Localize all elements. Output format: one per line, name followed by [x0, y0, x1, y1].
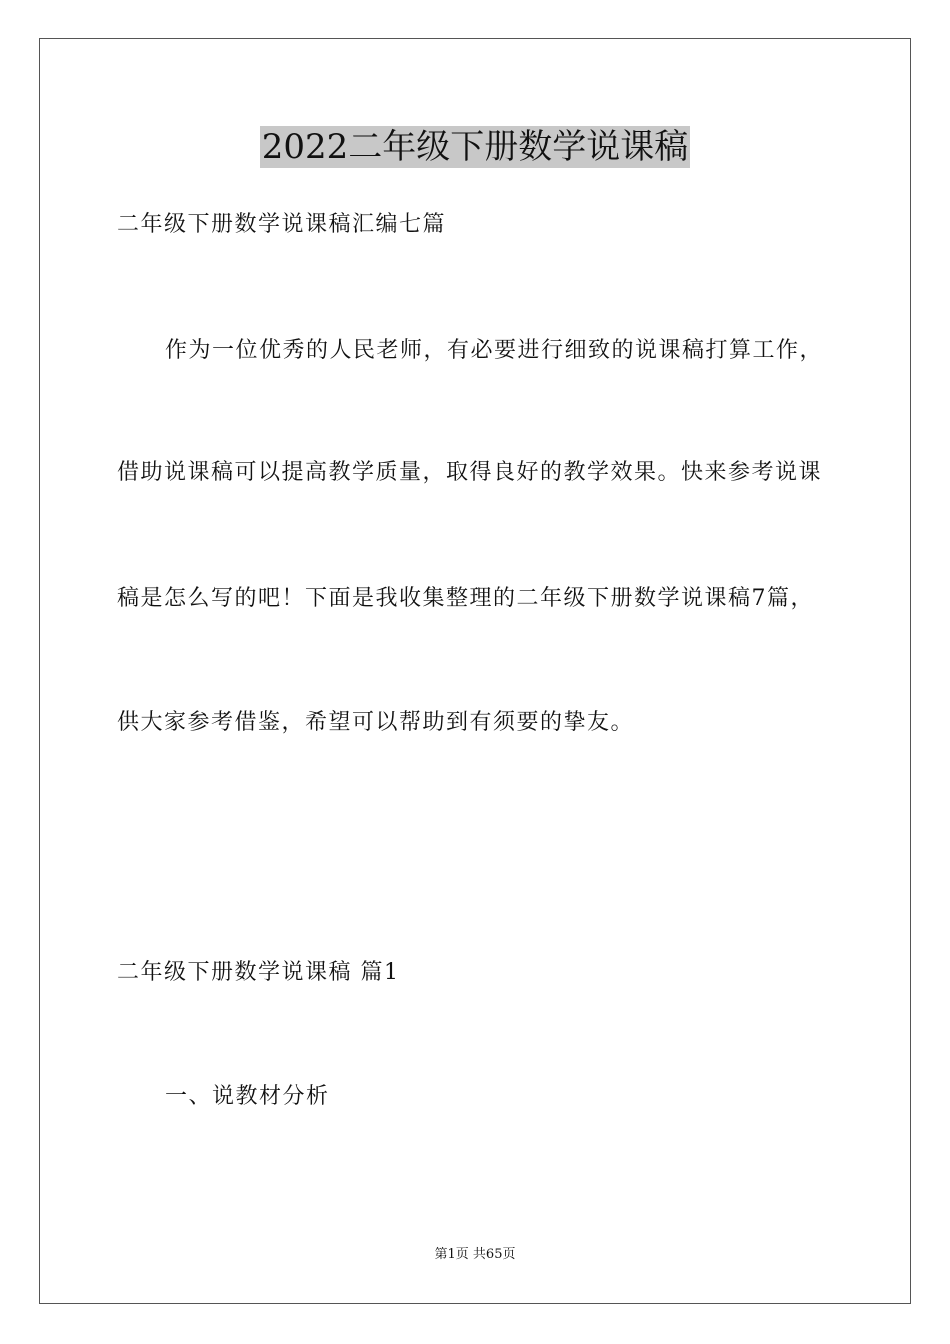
section-heading: 二年级下册数学说课稿 篇1 [117, 960, 400, 985]
page-footer: 第1页 共65页 [434, 1247, 516, 1262]
document-title: 2022二年级下册数学说课稿 [261, 127, 689, 167]
title-container [0, 126, 950, 168]
intro-line-2: 借助说课稿可以提高教学质量，取得良好的教学效果。快来参考说课 [117, 460, 823, 485]
subsection-heading: 一、说教材分析 [165, 1084, 330, 1109]
intro-line-1: 作为一位优秀的人民老师，有必要进行细致的说课稿打算工作， [165, 338, 824, 363]
intro-line-4: 供大家参考借鉴，希望可以帮助到有须要的挚友。 [117, 710, 635, 735]
document-subtitle: 二年级下册数学说课稿汇编七篇 [117, 212, 447, 237]
intro-line-3: 稿是怎么写的吧！下面是我收集整理的二年级下册数学说课稿7篇， [117, 586, 814, 611]
